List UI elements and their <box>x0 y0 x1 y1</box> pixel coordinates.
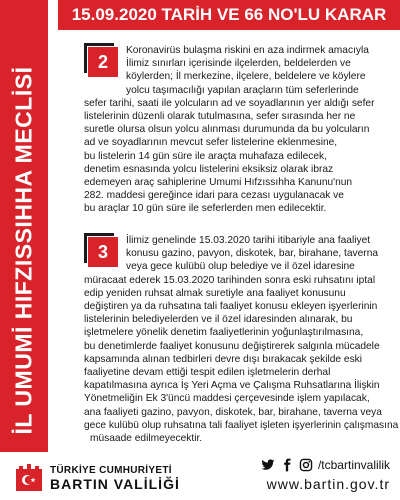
text-line: yolcu taşımacılığı yapılan araçların tüm seferlerinde <box>126 84 359 96</box>
section-3 <box>84 234 399 445</box>
text-line: müracaat ederek 15.03.2020 tarihinden sonra eski ruhsatını iptal <box>84 274 376 286</box>
text-line: bu listelerin 14 gün süre ile araçta muhafaza edilecek, <box>84 150 327 162</box>
sidebar-title: İL UMUMİ HIFZISSIHHA MECLİSİ <box>10 66 37 434</box>
text-line: bu araçlar 10 gün süre ile seferlerden men edilecektir. <box>84 203 327 215</box>
sidebar-band <box>0 0 48 500</box>
social-handle[interactable]: /tcbartinvalilik <box>317 458 390 472</box>
text-line: denetim esnasında yolcu listelerini eksiksiz olarak ibraz <box>84 163 334 175</box>
emblem-icon <box>14 463 44 493</box>
text-line: değiştiren ya da ruhsatına tali faaliyet konusu ekleyen işyerlerinin <box>84 301 378 313</box>
text-line: veya gece kulübü olup belediye ve il özel idaresine <box>126 261 355 273</box>
text-line: konusu gazino, pavyon, diskotek, bar, birahane, taverna <box>126 248 379 260</box>
text-line: İlimiz sınırları içerisinde ilçelerden, beldelerden ve <box>126 58 351 70</box>
section-number-badge: 3 <box>88 237 118 267</box>
text-line: listelerinin düzenli olarak tutulmasına, sefer sırasında her ne <box>84 111 356 123</box>
text-line: sefer tarihi, saati ile yolcuların ad ve soyadlarının yer aldığı sefer <box>84 97 375 109</box>
text-line: ana faaliyeti gazino, pavyon, diskotek, bar, birahane, taverna veya <box>84 406 382 418</box>
text-line: bu denetimlerde faaliyet konusunu değiştirerek salgınla mücadele <box>84 340 380 352</box>
text-line: Koronavirüs bulaşma riskini en aza indirmek amacıyla <box>126 45 369 56</box>
text-line: 282. maddesi gereğince idari para cezası uygulanacak ve <box>84 190 344 202</box>
page-title: 15.09.2020 TARİH VE 66 NO'LU KARAR <box>58 0 400 30</box>
text-line: suretle olursa olsun yolcu alınması durumunda da bu yolcuların <box>84 124 370 136</box>
text-line: gece kulübü olup ruhsatına tali faaliyet işleten işyerlerinin çalışmasına <box>84 419 399 431</box>
text-line: kapatılmasına ayrıca İş Yeri Açma ve Çalışma Ruhsatlarına İlişkin <box>84 380 380 392</box>
contact-block <box>261 458 390 492</box>
org-line1: TÜRKİYE CUMHURİYETİ <box>50 464 172 476</box>
text-line: müsaade edilmeyecektir. <box>90 433 203 445</box>
text-line: işletmelere yönelik denetim faaliyetlerinin yoğunlaştırılmasına, <box>84 327 364 339</box>
text-line: faaliyetine devam ettiği tespit edilen işletmelerin derhal <box>84 367 331 379</box>
text-line: edemeyen araç sahiplerine Umumi Hıfzıssıhha Kanunu'nun <box>84 177 353 189</box>
text-line: ad ve soyadlarının mevcut sefer listelerine eklenmesine, <box>84 137 338 149</box>
text-line: İlimiz genelinde 15.03.2020 tarihi itibariyle ana faaliyet <box>126 235 371 246</box>
text-line: kapsamında alınan tedbirleri devre dışı bırakacak şekilde eski <box>84 353 363 365</box>
org-block <box>14 458 180 498</box>
section-number-badge: 2 <box>88 47 118 77</box>
instagram-icon[interactable] <box>299 458 313 472</box>
footer <box>0 452 400 500</box>
text-line: edip yeniden ruhsat almak suretiyle ana faaliyet konusunu <box>84 287 346 299</box>
facebook-icon[interactable] <box>280 458 294 472</box>
sidebar-title-wrap <box>0 40 48 460</box>
text-line: köylerden; İl merkezine, ilçelere, beldelere ve köylere <box>126 71 366 83</box>
text-line: Yönetmeliğin Ek 3'üncü maddesi çerçevesinde işlem yapılacak, <box>84 393 370 405</box>
org-line2: BARTIN VALİLİĞİ <box>50 475 180 492</box>
text-line: listelerinin belediyelerden ve il özel idaresinden alınarak, bu <box>84 314 353 326</box>
twitter-icon[interactable] <box>261 458 275 472</box>
website-link[interactable]: www.bartin.gov.tr <box>266 476 390 492</box>
section-2 <box>84 44 394 216</box>
